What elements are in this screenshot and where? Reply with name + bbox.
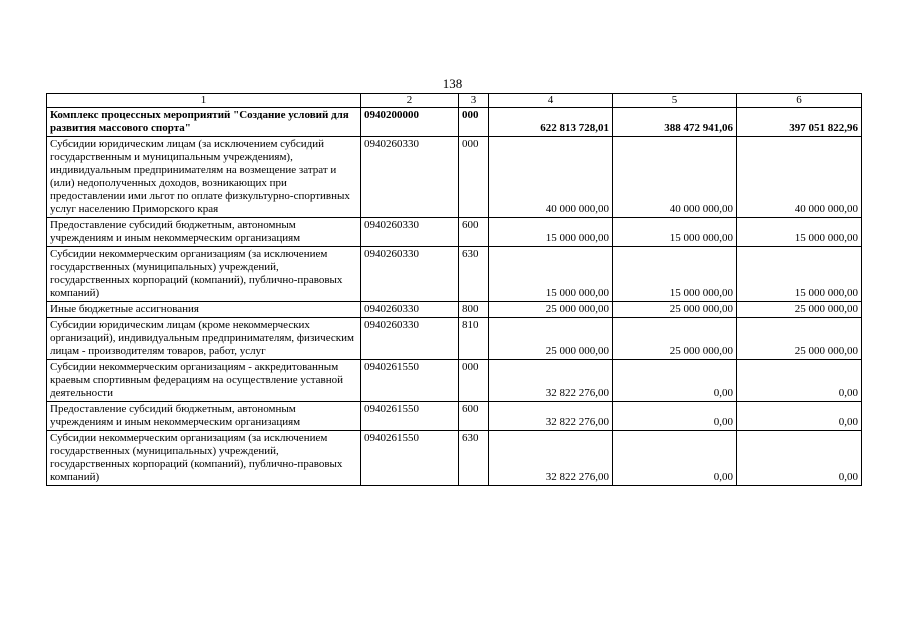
row-type: 630 <box>459 431 489 486</box>
row-value-2: 25 000 000,00 <box>613 318 737 360</box>
row-value-1: 25 000 000,00 <box>489 302 613 318</box>
table-row <box>47 218 862 247</box>
row-code: 0940261550 <box>361 431 459 486</box>
row-value-1: 622 813 728,01 <box>489 108 613 137</box>
row-name: Комплекс процессных мероприятий "Создание условий для развития массового спорта" <box>47 108 361 137</box>
row-name: Предоставление субсидий бюджетным, автономным учреждениям и иным некоммерческим организациям <box>47 218 361 247</box>
table-row <box>47 247 862 302</box>
row-name: Субсидии некоммерческим организациям (за исключением государственных (муниципальных) учреждений, государственных корпораций (компаний), публично-правовых компаний) <box>47 431 361 486</box>
table-row <box>47 137 862 218</box>
row-value-2: 15 000 000,00 <box>613 218 737 247</box>
row-value-1: 15 000 000,00 <box>489 218 613 247</box>
row-value-2: 15 000 000,00 <box>613 247 737 302</box>
row-type: 600 <box>459 218 489 247</box>
table-row <box>47 402 862 431</box>
table-row <box>47 302 862 318</box>
column-header: 1 <box>47 94 361 108</box>
row-value-3: 25 000 000,00 <box>737 302 862 318</box>
row-type: 800 <box>459 302 489 318</box>
row-type: 600 <box>459 402 489 431</box>
column-header: 6 <box>737 94 862 108</box>
row-type: 000 <box>459 360 489 402</box>
row-name: Субсидии некоммерческим организациям (за исключением государственных (муниципальных) учреждений, государственных корпораций (компаний), публично-правовых компаний) <box>47 247 361 302</box>
row-name: Субсидии некоммерческим организациям - аккредитованным краевым спортивным федерациям на осуществление уставной деятельности <box>47 360 361 402</box>
budget-table <box>46 93 862 486</box>
row-code: 0940260330 <box>361 318 459 360</box>
row-value-2: 40 000 000,00 <box>613 137 737 218</box>
row-value-3: 0,00 <box>737 402 862 431</box>
row-value-1: 32 822 276,00 <box>489 402 613 431</box>
row-value-1: 15 000 000,00 <box>489 247 613 302</box>
row-value-3: 397 051 822,96 <box>737 108 862 137</box>
row-code: 0940200000 <box>361 108 459 137</box>
row-code: 0940260330 <box>361 302 459 318</box>
table-row <box>47 108 862 137</box>
row-code: 0940260330 <box>361 247 459 302</box>
row-value-1: 32 822 276,00 <box>489 360 613 402</box>
row-value-2: 0,00 <box>613 360 737 402</box>
row-code: 0940261550 <box>361 360 459 402</box>
row-value-3: 15 000 000,00 <box>737 218 862 247</box>
row-name: Субсидии юридическим лицам (кроме некоммерческих организаций), индивидуальным предпринимателям, физическим лицам - производителям товаров, работ, услуг <box>47 318 361 360</box>
column-header: 5 <box>613 94 737 108</box>
row-value-1: 32 822 276,00 <box>489 431 613 486</box>
row-value-2: 388 472 941,06 <box>613 108 737 137</box>
row-name: Иные бюджетные ассигнования <box>47 302 361 318</box>
row-name: Субсидии юридическим лицам (за исключением субсидий государственным и муниципальным учреждениям), индивидуальным предпринимателям на возмещение затрат и (или) недополученных доходов, возникающих при предоставлении ими льгот по оплате физкультурно-спортивных услуг населению Приморского края <box>47 137 361 218</box>
table-row <box>47 360 862 402</box>
row-type: 000 <box>459 137 489 218</box>
row-value-3: 15 000 000,00 <box>737 247 862 302</box>
page-number: 138 <box>442 76 463 91</box>
table-header-row <box>47 94 862 108</box>
row-value-2: 0,00 <box>613 431 737 486</box>
row-code: 0940260330 <box>361 218 459 247</box>
row-value-2: 25 000 000,00 <box>613 302 737 318</box>
row-type: 630 <box>459 247 489 302</box>
table-row <box>47 431 862 486</box>
row-type: 810 <box>459 318 489 360</box>
row-name: Предоставление субсидий бюджетным, автономным учреждениям и иным некоммерческим организациям <box>47 402 361 431</box>
column-header: 3 <box>459 94 489 108</box>
row-code: 0940261550 <box>361 402 459 431</box>
row-value-1: 40 000 000,00 <box>489 137 613 218</box>
row-value-3: 40 000 000,00 <box>737 137 862 218</box>
row-value-3: 0,00 <box>737 360 862 402</box>
row-value-3: 25 000 000,00 <box>737 318 862 360</box>
table-row <box>47 318 862 360</box>
column-header: 4 <box>489 94 613 108</box>
row-type: 000 <box>459 108 489 137</box>
row-value-1: 25 000 000,00 <box>489 318 613 360</box>
column-header: 2 <box>361 94 459 108</box>
row-value-2: 0,00 <box>613 402 737 431</box>
row-code: 0940260330 <box>361 137 459 218</box>
row-value-3: 0,00 <box>737 431 862 486</box>
